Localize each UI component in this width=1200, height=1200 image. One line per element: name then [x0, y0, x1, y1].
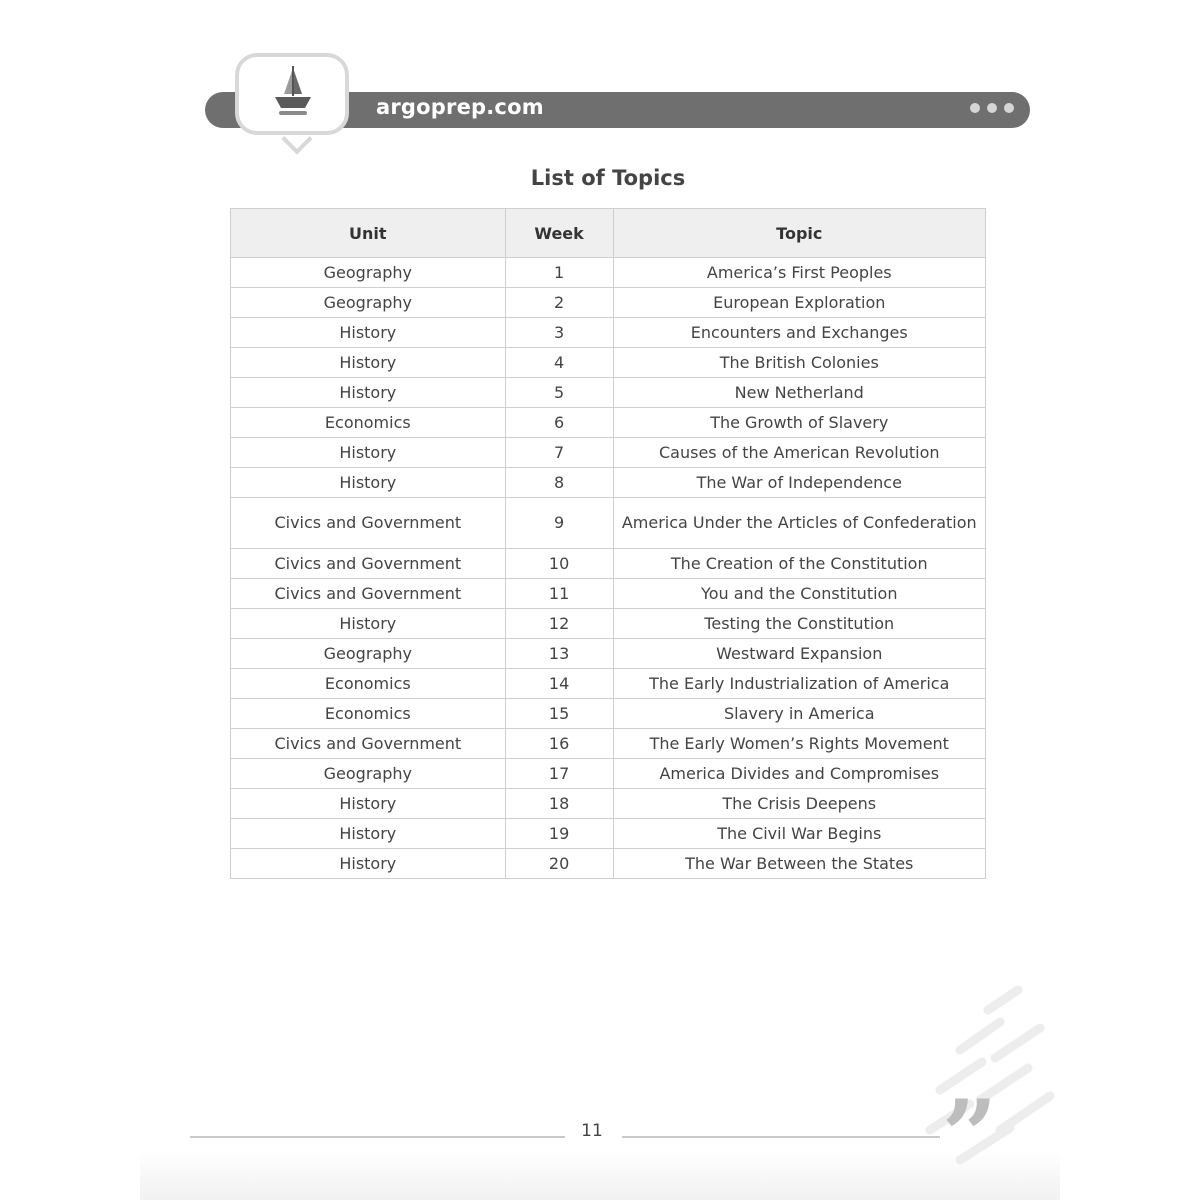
- cell-unit: Geography: [231, 258, 506, 288]
- cell-week: 18: [505, 789, 613, 819]
- cell-week: 6: [505, 408, 613, 438]
- cell-topic: The Early Women’s Rights Movement: [613, 729, 985, 759]
- cell-week: 1: [505, 258, 613, 288]
- cell-topic: America’s First Peoples: [613, 258, 985, 288]
- cell-unit: Economics: [231, 669, 506, 699]
- cell-topic: The Civil War Begins: [613, 819, 985, 849]
- table-row: [231, 378, 986, 408]
- cell-unit: Geography: [231, 639, 506, 669]
- cell-week: 15: [505, 699, 613, 729]
- footer-rule-right: [622, 1136, 940, 1138]
- cell-topic: The British Colonies: [613, 348, 985, 378]
- cell-topic: Westward Expansion: [613, 639, 985, 669]
- cell-week: 4: [505, 348, 613, 378]
- cell-topic: Testing the Constitution: [613, 609, 985, 639]
- table-row: [231, 789, 986, 819]
- ship-icon: [270, 64, 316, 120]
- table-row: [231, 288, 986, 318]
- cell-topic: Causes of the American Revolution: [613, 438, 985, 468]
- table-row: [231, 729, 986, 759]
- table-row: [231, 258, 986, 288]
- site-name[interactable]: argoprep.com: [376, 95, 544, 119]
- cell-week: 16: [505, 729, 613, 759]
- more-dots-icon: [970, 103, 1014, 113]
- table-row: [231, 498, 986, 549]
- cell-unit: History: [231, 849, 506, 879]
- cell-unit: History: [231, 609, 506, 639]
- cell-topic: New Netherland: [613, 378, 985, 408]
- table-body: [231, 258, 986, 879]
- dot: [1004, 103, 1014, 113]
- cell-unit: History: [231, 318, 506, 348]
- cell-unit: Geography: [231, 288, 506, 318]
- cell-week: 7: [505, 438, 613, 468]
- cell-week: 8: [505, 468, 613, 498]
- table-row: [231, 609, 986, 639]
- cell-topic: European Exploration: [613, 288, 985, 318]
- table-row: [231, 639, 986, 669]
- cell-unit: History: [231, 468, 506, 498]
- cell-topic: The Crisis Deepens: [613, 789, 985, 819]
- dot: [970, 103, 980, 113]
- cell-week: 9: [505, 498, 613, 549]
- cell-unit: Civics and Government: [231, 729, 506, 759]
- cell-week: 19: [505, 819, 613, 849]
- table-row: [231, 849, 986, 879]
- column-header-week: Week: [505, 209, 613, 258]
- cell-week: 12: [505, 609, 613, 639]
- cell-topic: The War Between the States: [613, 849, 985, 879]
- footer-rule-left: [190, 1136, 565, 1138]
- table-row: [231, 699, 986, 729]
- cell-topic: You and the Constitution: [613, 579, 985, 609]
- cell-week: 3: [505, 318, 613, 348]
- page-title: List of Topics: [530, 166, 686, 190]
- table-row: [231, 318, 986, 348]
- cell-week: 17: [505, 759, 613, 789]
- cell-topic: The Early Industrialization of America: [613, 669, 985, 699]
- cell-unit: Civics and Government: [231, 498, 506, 549]
- table-header-row: [231, 209, 986, 258]
- table-row: [231, 348, 986, 378]
- column-header-unit: Unit: [231, 209, 506, 258]
- cell-week: 11: [505, 579, 613, 609]
- cell-topic: Slavery in America: [613, 699, 985, 729]
- cell-topic: The War of Independence: [613, 468, 985, 498]
- dot: [987, 103, 997, 113]
- table-row: [231, 819, 986, 849]
- page-number: 11: [581, 1121, 603, 1141]
- cell-topic: Encounters and Exchanges: [613, 318, 985, 348]
- cell-topic: The Creation of the Constitution: [613, 549, 985, 579]
- cell-unit: History: [231, 789, 506, 819]
- cell-week: 20: [505, 849, 613, 879]
- cell-unit: History: [231, 438, 506, 468]
- cell-unit: Geography: [231, 759, 506, 789]
- cell-unit: Civics and Government: [231, 579, 506, 609]
- cell-unit: Economics: [231, 699, 506, 729]
- cell-unit: Civics and Government: [231, 549, 506, 579]
- cell-unit: History: [231, 378, 506, 408]
- cell-unit: Economics: [231, 408, 506, 438]
- cell-unit: History: [231, 348, 506, 378]
- cell-week: 2: [505, 288, 613, 318]
- cell-week: 13: [505, 639, 613, 669]
- cell-topic: The Growth of Slavery: [613, 408, 985, 438]
- quote-icon: ”: [942, 1079, 998, 1192]
- cell-week: 10: [505, 549, 613, 579]
- column-header-topic: Topic: [613, 209, 985, 258]
- cell-topic: America Under the Articles of Confederation: [613, 498, 985, 549]
- cell-week: 14: [505, 669, 613, 699]
- table-row: [231, 468, 986, 498]
- table-row: [231, 438, 986, 468]
- table-row: [231, 669, 986, 699]
- table-row: [231, 579, 986, 609]
- table-row: [231, 549, 986, 579]
- table-row: [231, 408, 986, 438]
- cell-topic: America Divides and Compromises: [613, 759, 985, 789]
- table-row: [231, 759, 986, 789]
- cell-week: 5: [505, 378, 613, 408]
- topics-table: [230, 208, 986, 879]
- cell-unit: History: [231, 819, 506, 849]
